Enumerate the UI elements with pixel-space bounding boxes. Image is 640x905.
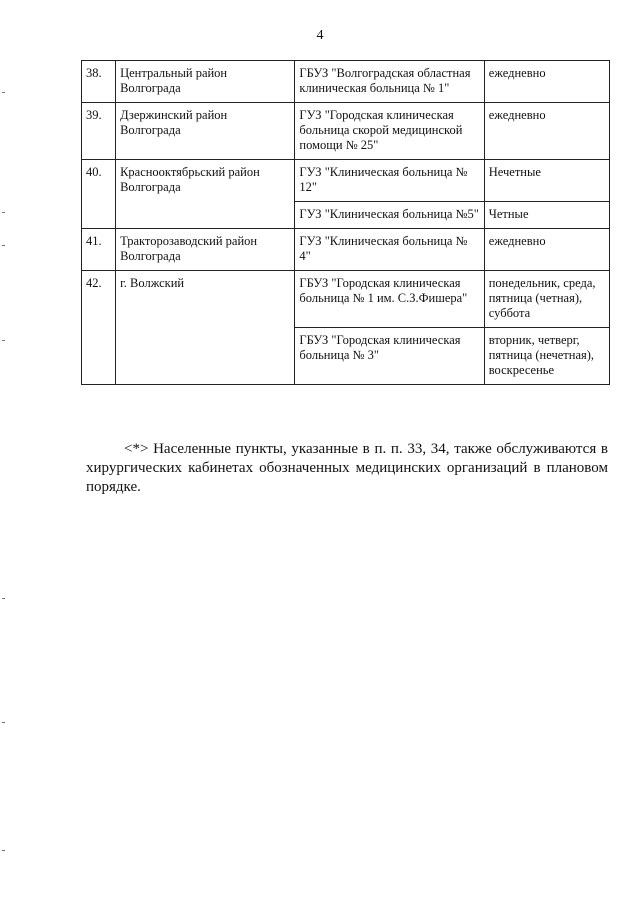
- district-cell: г. Волжский: [116, 271, 295, 385]
- row-number: 41.: [82, 229, 116, 271]
- district-cell: Краснооктябрьский район Волгограда: [116, 160, 295, 229]
- schedule-days-cell: ежедневно: [484, 61, 609, 103]
- scan-mark: [2, 212, 5, 213]
- table-row: [82, 271, 610, 328]
- schedule-days-cell: ежедневно: [484, 103, 609, 160]
- schedule-days-cell: Четные: [484, 202, 609, 229]
- scan-mark: [2, 340, 5, 341]
- organization-cell: ГБУЗ "Городская клиническая больница № 1 им. С.З.Фишера": [295, 271, 484, 328]
- row-number: 39.: [82, 103, 116, 160]
- table-row: [82, 103, 610, 160]
- row-number: 40.: [82, 160, 116, 229]
- scan-mark: [2, 598, 5, 599]
- schedule-days-cell: понедельник, среда, пятница (четная), суббота: [484, 271, 609, 328]
- schedule-days-cell: Нечетные: [484, 160, 609, 202]
- footnote-text: <*> Населенные пункты, указанные в п. п. 33, 34, также обслуживаются в хирургических кабинетах обозначенных медицинских организаций в плановом порядке.: [86, 441, 608, 495]
- row-number: 42.: [82, 271, 116, 385]
- organization-cell: ГБУЗ "Волгоградская областная клиническая больница № 1": [295, 61, 484, 103]
- row-number: 38.: [82, 61, 116, 103]
- organization-cell: ГУЗ "Клиническая больница № 4": [295, 229, 484, 271]
- scan-mark: [2, 850, 5, 851]
- scan-mark: [2, 245, 5, 246]
- schedule-table: [81, 60, 610, 385]
- organization-cell: ГУЗ "Городская клиническая больница скорой медицинской помощи № 25": [295, 103, 484, 160]
- page-number: 4: [316, 28, 324, 43]
- schedule-days-cell: ежедневно: [484, 229, 609, 271]
- table-row: [82, 229, 610, 271]
- district-cell: Тракторозаводский район Волгограда: [116, 229, 295, 271]
- district-cell: Дзержинский район Волгограда: [116, 103, 295, 160]
- table-row: [82, 160, 610, 202]
- table-row: [82, 61, 610, 103]
- table-body: [82, 61, 610, 385]
- footnote: [86, 440, 608, 497]
- organization-cell: ГБУЗ "Городская клиническая больница № 3": [295, 328, 484, 385]
- organization-cell: ГУЗ "Клиническая больница №5": [295, 202, 484, 229]
- scan-mark: [2, 92, 5, 93]
- scan-mark: [2, 722, 5, 723]
- schedule-days-cell: вторник, четверг, пятница (нечетная), воскресенье: [484, 328, 609, 385]
- district-cell: Центральный район Волгограда: [116, 61, 295, 103]
- organization-cell: ГУЗ "Клиническая больница № 12": [295, 160, 484, 202]
